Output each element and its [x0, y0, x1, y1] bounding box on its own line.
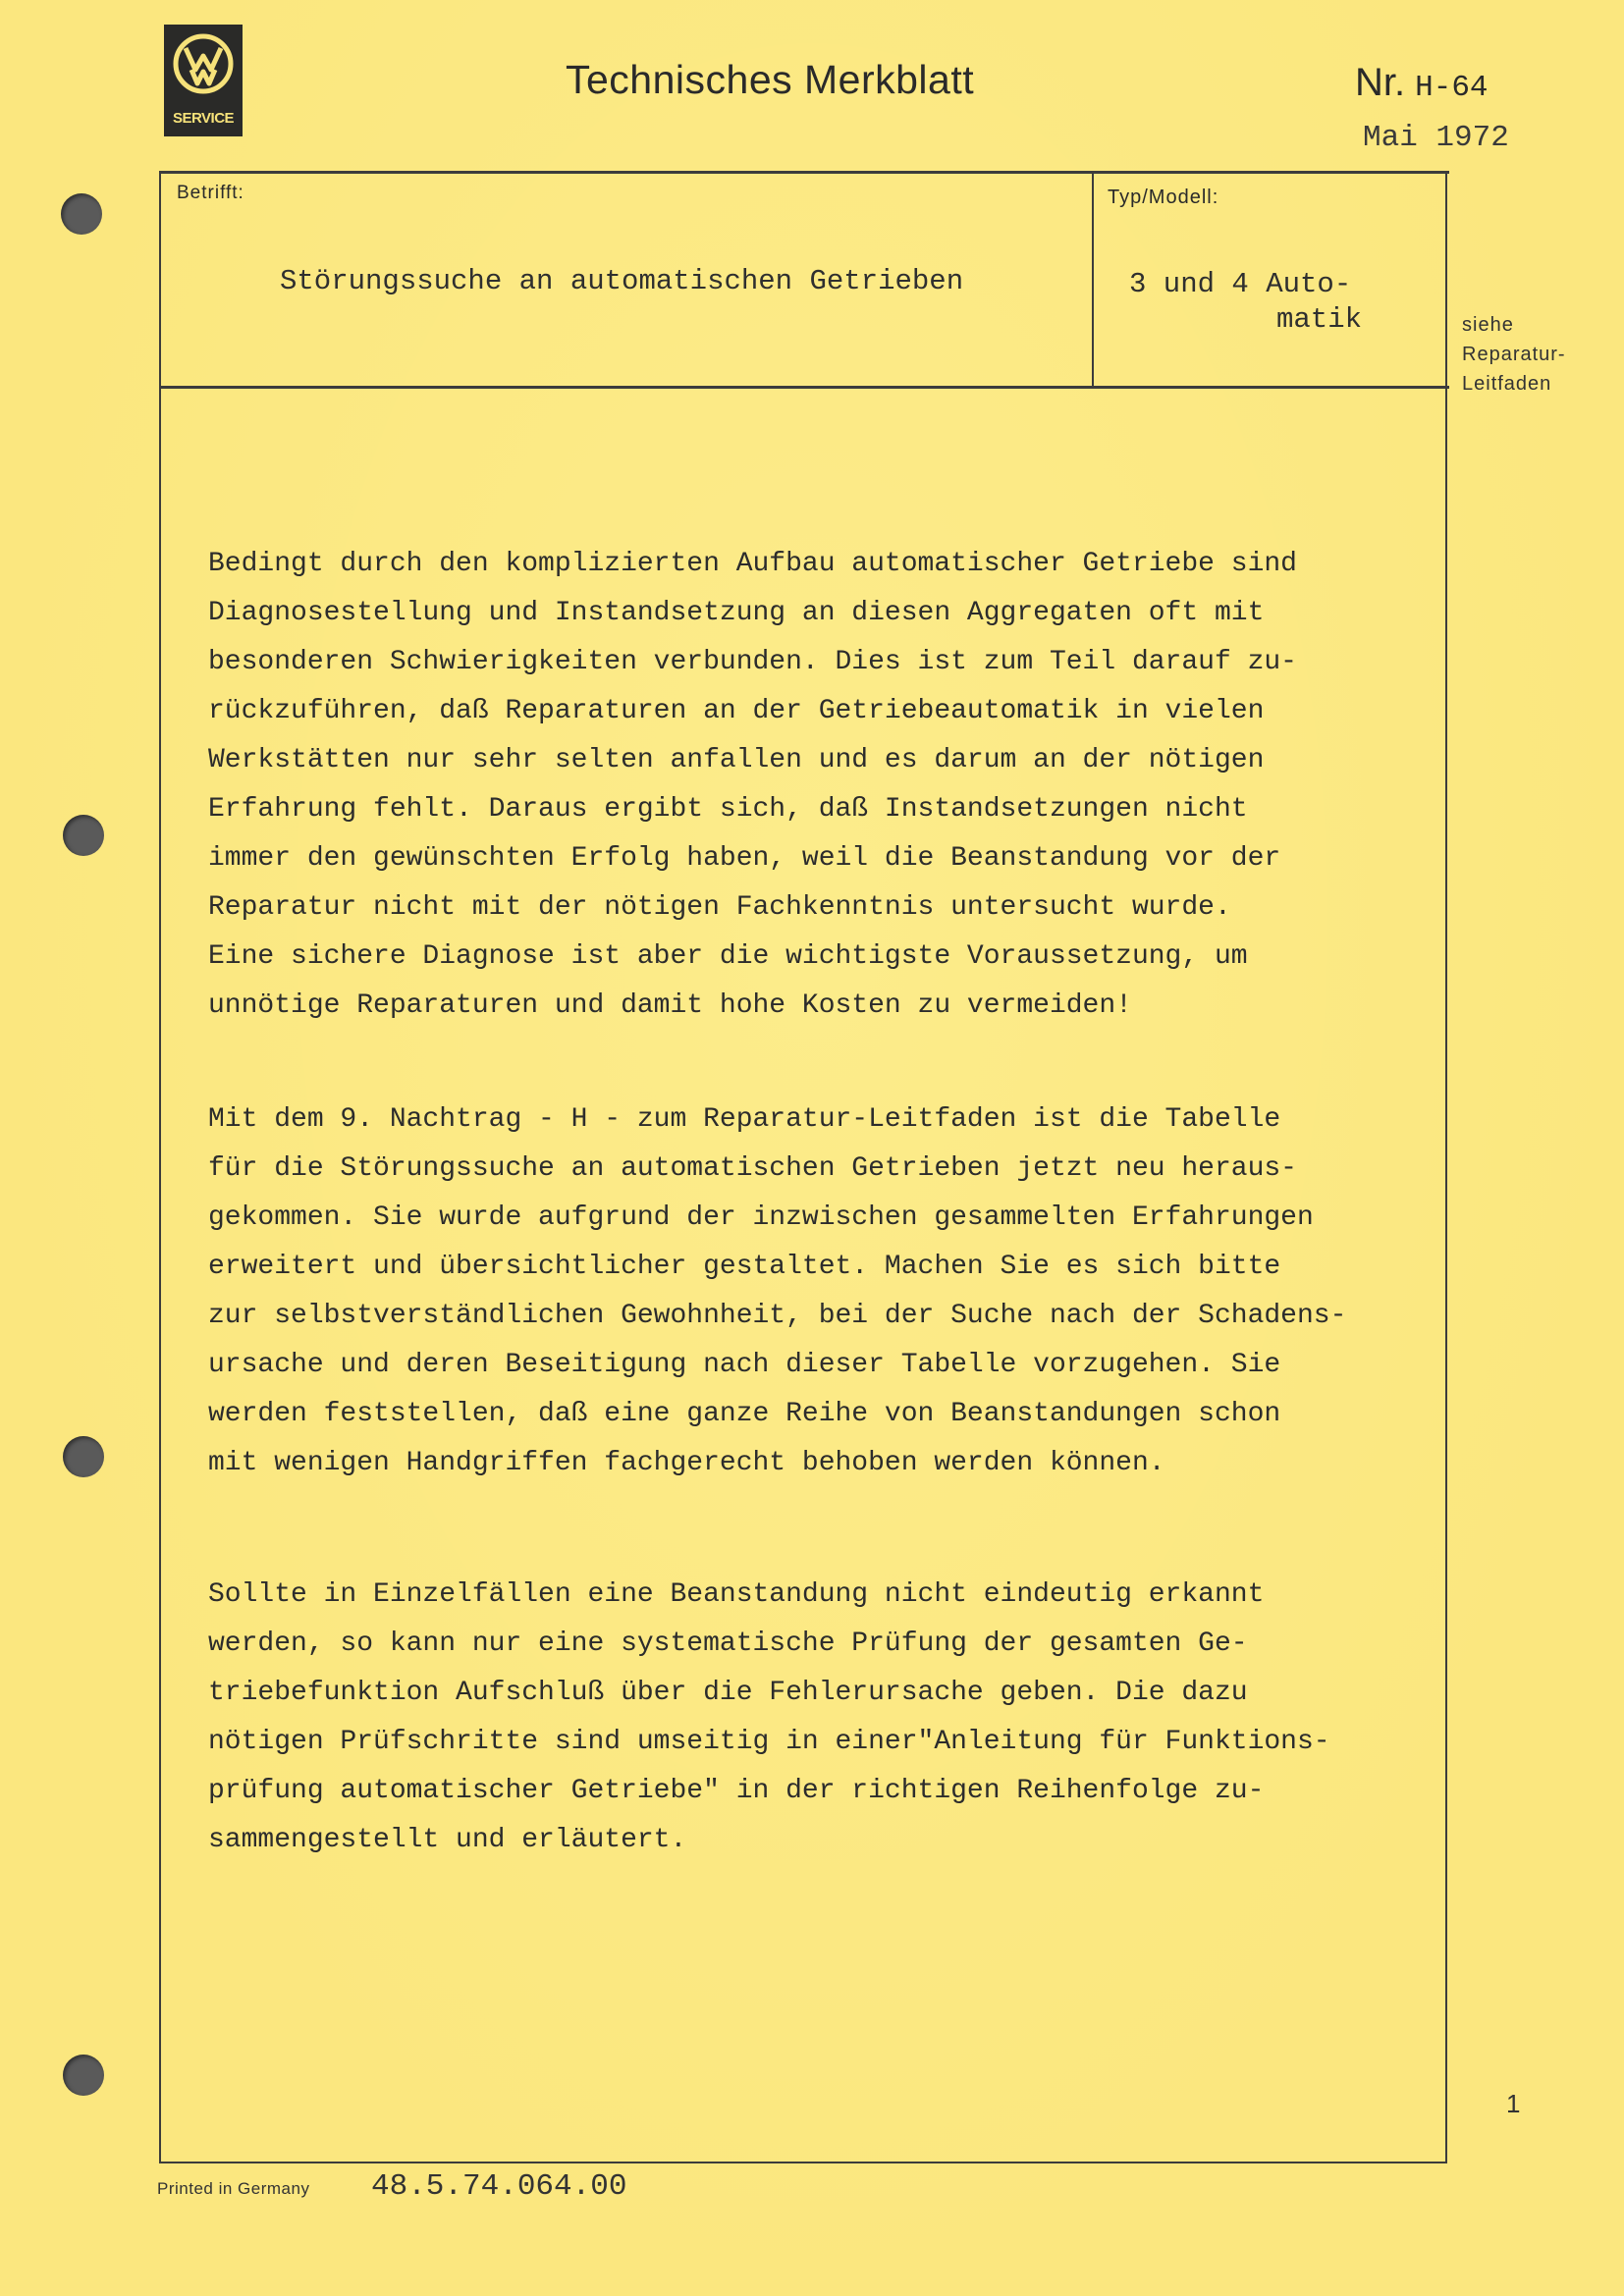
- punch-hole: [63, 815, 104, 856]
- text-line: für die Störungssuche an automatischen Getrieben jetzt neu heraus-: [208, 1153, 1297, 1184]
- paragraph-1: [208, 546, 1445, 1037]
- text-line: erweitert und übersichtlicher gestaltet. Machen Sie es sich bitte: [208, 1252, 1281, 1282]
- text-line: Sollte in Einzelfällen eine Beanstandung nicht eindeutig erkannt: [208, 1579, 1265, 1610]
- text-line: zur selbstverständlichen Gewohnheit, bei der Suche nach der Schadens-: [208, 1301, 1347, 1331]
- printed-in-note: Printed in Germany: [157, 2179, 310, 2198]
- text-line: Mit dem 9. Nachtrag - H - zum Reparatur-Leitfaden ist die Tabelle: [208, 1104, 1281, 1135]
- paragraph-gap: [208, 1494, 1445, 1576]
- model-label: Typ/Modell:: [1108, 187, 1219, 208]
- text-line: Werkstätten nur sehr selten anfallen und es darum an der nötigen: [208, 745, 1265, 775]
- subject-label: Betrifft:: [177, 183, 244, 203]
- frame-header-rule: [159, 386, 1449, 389]
- margin-note-line: siehe: [1462, 314, 1514, 336]
- text-line: werden, so kann nur eine systematische Prüfung der gesamten Ge-: [208, 1629, 1248, 1659]
- text-line: mit wenigen Handgriffen fachgerecht behoben werden können.: [208, 1448, 1165, 1478]
- model-value-line: 3 und 4 Auto-: [1129, 268, 1352, 300]
- margin-note-line: Reparatur-: [1462, 344, 1566, 365]
- number-value: H-64: [1415, 71, 1489, 105]
- text-line: Bedingt durch den komplizierten Aufbau automatischer Getriebe sind: [208, 549, 1297, 579]
- frame-column-divider: [1092, 173, 1094, 387]
- document-code: 48.5.74.064.00: [371, 2169, 627, 2204]
- text-line: Erfahrung fehlt. Daraus ergibt sich, daß Instandsetzungen nicht: [208, 794, 1248, 825]
- document-date: Mai 1972: [1363, 121, 1509, 155]
- document-title: Technisches Merkblatt: [566, 57, 975, 102]
- number-label: Nr.: [1355, 61, 1406, 104]
- logo-service-text: SERVICE: [172, 110, 235, 127]
- text-line: werden feststellen, daß eine ganze Reihe von Beanstandungen schon: [208, 1399, 1281, 1429]
- punch-hole: [63, 2055, 104, 2096]
- document-number: [1355, 61, 1489, 105]
- frame-top-rule: [159, 171, 1449, 174]
- text-line: Reparatur nicht mit der nötigen Fachkenntnis untersucht wurde.: [208, 892, 1231, 923]
- text-line: nötigen Prüfschritte sind umseitig in einer"Anleitung für Funktions-: [208, 1727, 1330, 1757]
- punch-hole: [63, 1436, 104, 1477]
- text-line: sammengestellt und erläutert.: [208, 1825, 687, 1855]
- subject-text: Störungssuche an automatischen Getrieben: [280, 265, 964, 297]
- text-line: unnötige Reparaturen und damit hohe Kosten zu vermeiden!: [208, 990, 1132, 1021]
- page-number: 1: [1506, 2089, 1521, 2118]
- text-line: gekommen. Sie wurde aufgrund der inzwischen gesammelten Erfahrungen: [208, 1202, 1314, 1233]
- paragraph-gap: [208, 1037, 1445, 1101]
- paragraph-3: [208, 1576, 1445, 1871]
- body-text: [208, 546, 1445, 1871]
- text-line: besonderen Schwierigkeiten verbunden. Dies ist zum Teil darauf zu-: [208, 647, 1297, 677]
- vw-emblem-icon: [172, 32, 235, 95]
- text-line: rückzuführen, daß Reparaturen an der Getriebeautomatik in vielen: [208, 696, 1265, 726]
- text-line: prüfung automatischer Getriebe" in der richtigen Reihenfolge zu-: [208, 1776, 1265, 1806]
- vw-service-logo: [164, 25, 243, 136]
- model-value: [1129, 267, 1375, 338]
- text-line: ursache und deren Beseitigung nach dieser Tabelle vorzugehen. Sie: [208, 1350, 1281, 1380]
- model-value-line: matik: [1276, 303, 1363, 336]
- text-line: immer den gewünschten Erfolg haben, weil die Beanstandung vor der: [208, 843, 1281, 874]
- paragraph-2: [208, 1101, 1445, 1494]
- margin-reference-note: [1462, 310, 1566, 399]
- text-line: Eine sichere Diagnose ist aber die wichtigste Voraussetzung, um: [208, 941, 1248, 972]
- margin-note-line: Leitfaden: [1462, 373, 1552, 395]
- text-line: triebefunktion Aufschluß über die Fehlerursache geben. Die dazu: [208, 1678, 1248, 1708]
- punch-hole: [61, 193, 102, 235]
- text-line: Diagnosestellung und Instandsetzung an diesen Aggregaten oft mit: [208, 598, 1265, 628]
